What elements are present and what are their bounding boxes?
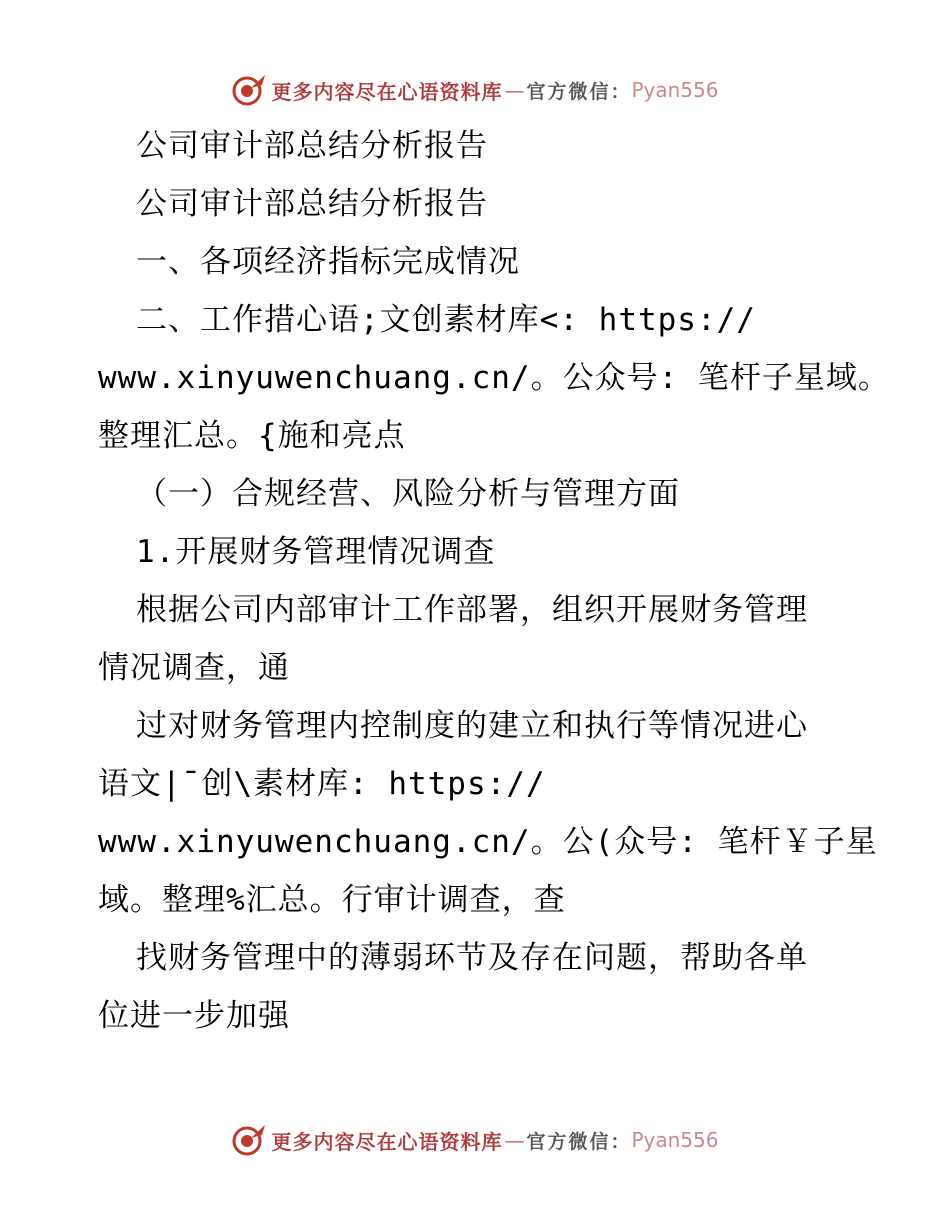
section-heading-2: 二、工作措心语;文创素材库<: https://: [136, 302, 756, 338]
paragraph-line: www.xinyuwenchuang.cn/。公众号: 笔杆子星域。: [98, 360, 890, 396]
document-body: [98, 117, 890, 1045]
paragraph-line: 语文|¯创\素材库: https://: [98, 766, 546, 802]
paragraph-line: 根据公司内部审计工作部署，组织开展财务管理: [136, 592, 808, 628]
section-heading-1: 一、各项经济指标完成情况: [136, 244, 520, 280]
paragraph-line: 过对财务管理内控制度的建立和执行等情况进心: [136, 708, 808, 744]
banner-account: Pyan556: [631, 1128, 719, 1152]
banner-account: Pyan556: [631, 78, 719, 102]
banner-title: 更多内容尽在心语资料库: [271, 79, 503, 104]
banner-separator: —: [504, 78, 525, 102]
footer-banner: [0, 1120, 950, 1160]
doc-title: 公司审计部总结分析报告: [136, 128, 488, 164]
banner-wechat-label: 官方微信：: [526, 80, 632, 103]
quill-circle-logo-icon: [231, 1122, 267, 1158]
banner-wechat-label: 官方微信：: [526, 1130, 632, 1153]
item-heading: 1.开展财务管理情况调查: [136, 534, 496, 570]
paragraph-line: 情况调查，通: [98, 650, 290, 686]
banner-separator: —: [504, 1128, 525, 1152]
subsection-heading: （一）合规经营、风险分析与管理方面: [136, 476, 680, 512]
header-banner: [0, 70, 950, 110]
paragraph-line: 整理汇总。{施和亮点: [98, 418, 406, 454]
paragraph-line: 域。整理%汇总。行审计调查，查: [98, 882, 566, 918]
doc-subtitle: 公司审计部总结分析报告: [136, 186, 488, 222]
paragraph-line: 找财务管理中的薄弱环节及存在问题，帮助各单: [136, 940, 808, 976]
paragraph-line: 位进一步加强: [98, 998, 290, 1034]
quill-circle-logo-icon: [231, 72, 267, 108]
paragraph-line: www.xinyuwenchuang.cn/。公(众号: 笔杆￥子星: [98, 824, 878, 860]
banner-title: 更多内容尽在心语资料库: [271, 1129, 503, 1154]
